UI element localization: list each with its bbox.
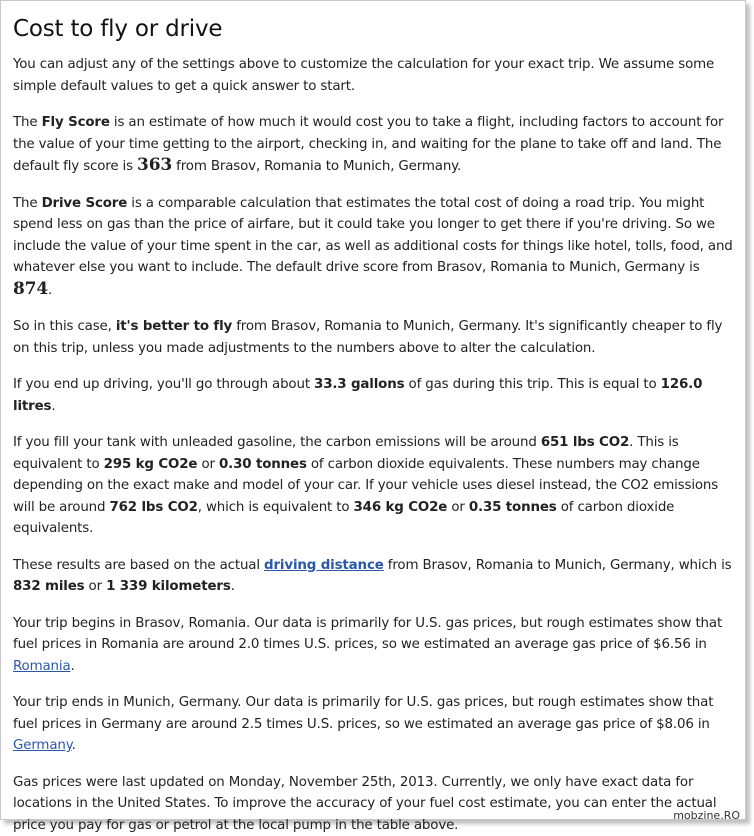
- diesel-co2e-tonnes: 0.35 tonnes: [469, 500, 557, 515]
- origin-price-paragraph: [13, 613, 733, 678]
- verdict-paragraph: [13, 316, 733, 359]
- text: .: [72, 738, 76, 753]
- intro-paragraph: [13, 54, 733, 97]
- gallons-value: 33.3 gallons: [314, 377, 404, 392]
- text: So in this case,: [13, 319, 116, 334]
- text: .: [231, 579, 235, 594]
- drive-score-label: Drive Score: [42, 196, 128, 211]
- text: If you end up driving, you'll go through about: [13, 377, 314, 392]
- text: . This is equivalent to: [13, 435, 679, 472]
- drive-score-value: 874: [13, 279, 48, 299]
- diesel-co2-lbs: 762 lbs CO2: [109, 500, 197, 515]
- page-title: Cost to fly or drive: [13, 16, 733, 42]
- text: .: [71, 659, 75, 674]
- drive-score-paragraph: [13, 193, 733, 302]
- intro-text: You can adjust any of the settings above to customize the calculation for your exact trip. We assume some simple default values to get a quick answer to start.: [13, 57, 714, 94]
- text: from Brasov, Romania to Munich, Germany, which is: [384, 558, 732, 573]
- text: The: [13, 196, 42, 211]
- emissions-paragraph: [13, 432, 733, 540]
- gas-co2e-tonnes: 0.30 tonnes: [219, 457, 307, 472]
- watermark: mobzine.RO: [673, 809, 740, 822]
- litres-value: 126.0 litres: [13, 377, 702, 414]
- verdict-highlight: it's better to fly: [116, 319, 232, 334]
- text: Your trip ends in Munich, Germany. Our data is primarily for U.S. gas prices, but rough estimates show that fuel prices in Germany are around 2.5 times U.S. prices, so we estimated an average gas price of $8.06 in: [13, 695, 713, 732]
- germany-link[interactable]: Germany: [13, 738, 72, 753]
- text: Your trip begins in Brasov, Romania. Our data is primarily for U.S. gas prices, but rough estimates show that fuel prices in Romania are around 2.0 times U.S. prices, so we estimated an average gas price of $6.56 in: [13, 616, 722, 653]
- diesel-co2e-kg: 346 kg CO2e: [354, 500, 448, 515]
- text: is an estimate of how much it would cost you to take a flight, including factors to account for the value of your time getting to the airport, checking in, and waiting for the plane to take off and land. The default fly score is: [13, 115, 723, 174]
- fly-score-paragraph: [13, 112, 733, 178]
- fuel-usage-paragraph: [13, 374, 733, 417]
- gas-co2e-kg: 295 kg CO2e: [104, 457, 198, 472]
- fly-score-label: Fly Score: [42, 115, 110, 130]
- text: from Brasov, Romania to Munich, Germany. It's significantly cheaper to fly on this trip, unless you made adjustments to the numbers above to alter the calculation.: [13, 319, 722, 356]
- text: or: [447, 500, 469, 515]
- text: If you fill your tank with unleaded gasoline, the carbon emissions will be around: [13, 435, 541, 450]
- text: , which is equivalent to: [198, 500, 354, 515]
- text: of gas during this trip. This is equal to: [404, 377, 660, 392]
- distance-paragraph: [13, 555, 733, 598]
- romania-link[interactable]: Romania: [13, 659, 71, 674]
- text: .: [48, 283, 52, 298]
- text: or: [84, 579, 106, 594]
- article-content: [1, 16, 745, 836]
- text: .: [51, 399, 55, 414]
- text: of carbon dioxide equivalents.: [13, 500, 674, 537]
- text: is a comparable calculation that estimates the total cost of doing a road trip. You might spend less on gas than the price of airfare, but it could take you longer to get there if you're driving. So we include the value of your time spent in the car, as well as additional costs for things like hotel, tolls, food, and whatever else you want to include. The default drive score from Brasov, Romania to Munich, Germany is: [13, 196, 733, 276]
- text: of carbon dioxide equivalents. These numbers may change depending on the exact make and model of your car. If your vehicle uses diesel instead, the CO2 emissions will be around: [13, 457, 718, 515]
- driving-distance-link[interactable]: driving distance: [264, 558, 384, 573]
- text: The: [13, 115, 42, 130]
- update-info-paragraph: [13, 772, 733, 836]
- destination-price-paragraph: [13, 692, 733, 757]
- text: These results are based on the actual: [13, 558, 264, 573]
- gas-co2-lbs: 651 lbs CO2: [541, 435, 629, 450]
- fly-score-value: 363: [137, 155, 172, 175]
- update-info-text: Gas prices were last updated on Monday, November 25th, 2013. Currently, we only have exact data for locations in the United States. To improve the accuracy of your fuel cost estimate, you can enter the actual price you pay for gas or petrol at the local pump in the table above.: [13, 775, 716, 833]
- distance-km: 1 339 kilometers: [106, 579, 231, 594]
- distance-miles: 832 miles: [13, 579, 84, 594]
- text: or: [197, 457, 219, 472]
- text: from Brasov, Romania to Munich, Germany.: [172, 159, 461, 174]
